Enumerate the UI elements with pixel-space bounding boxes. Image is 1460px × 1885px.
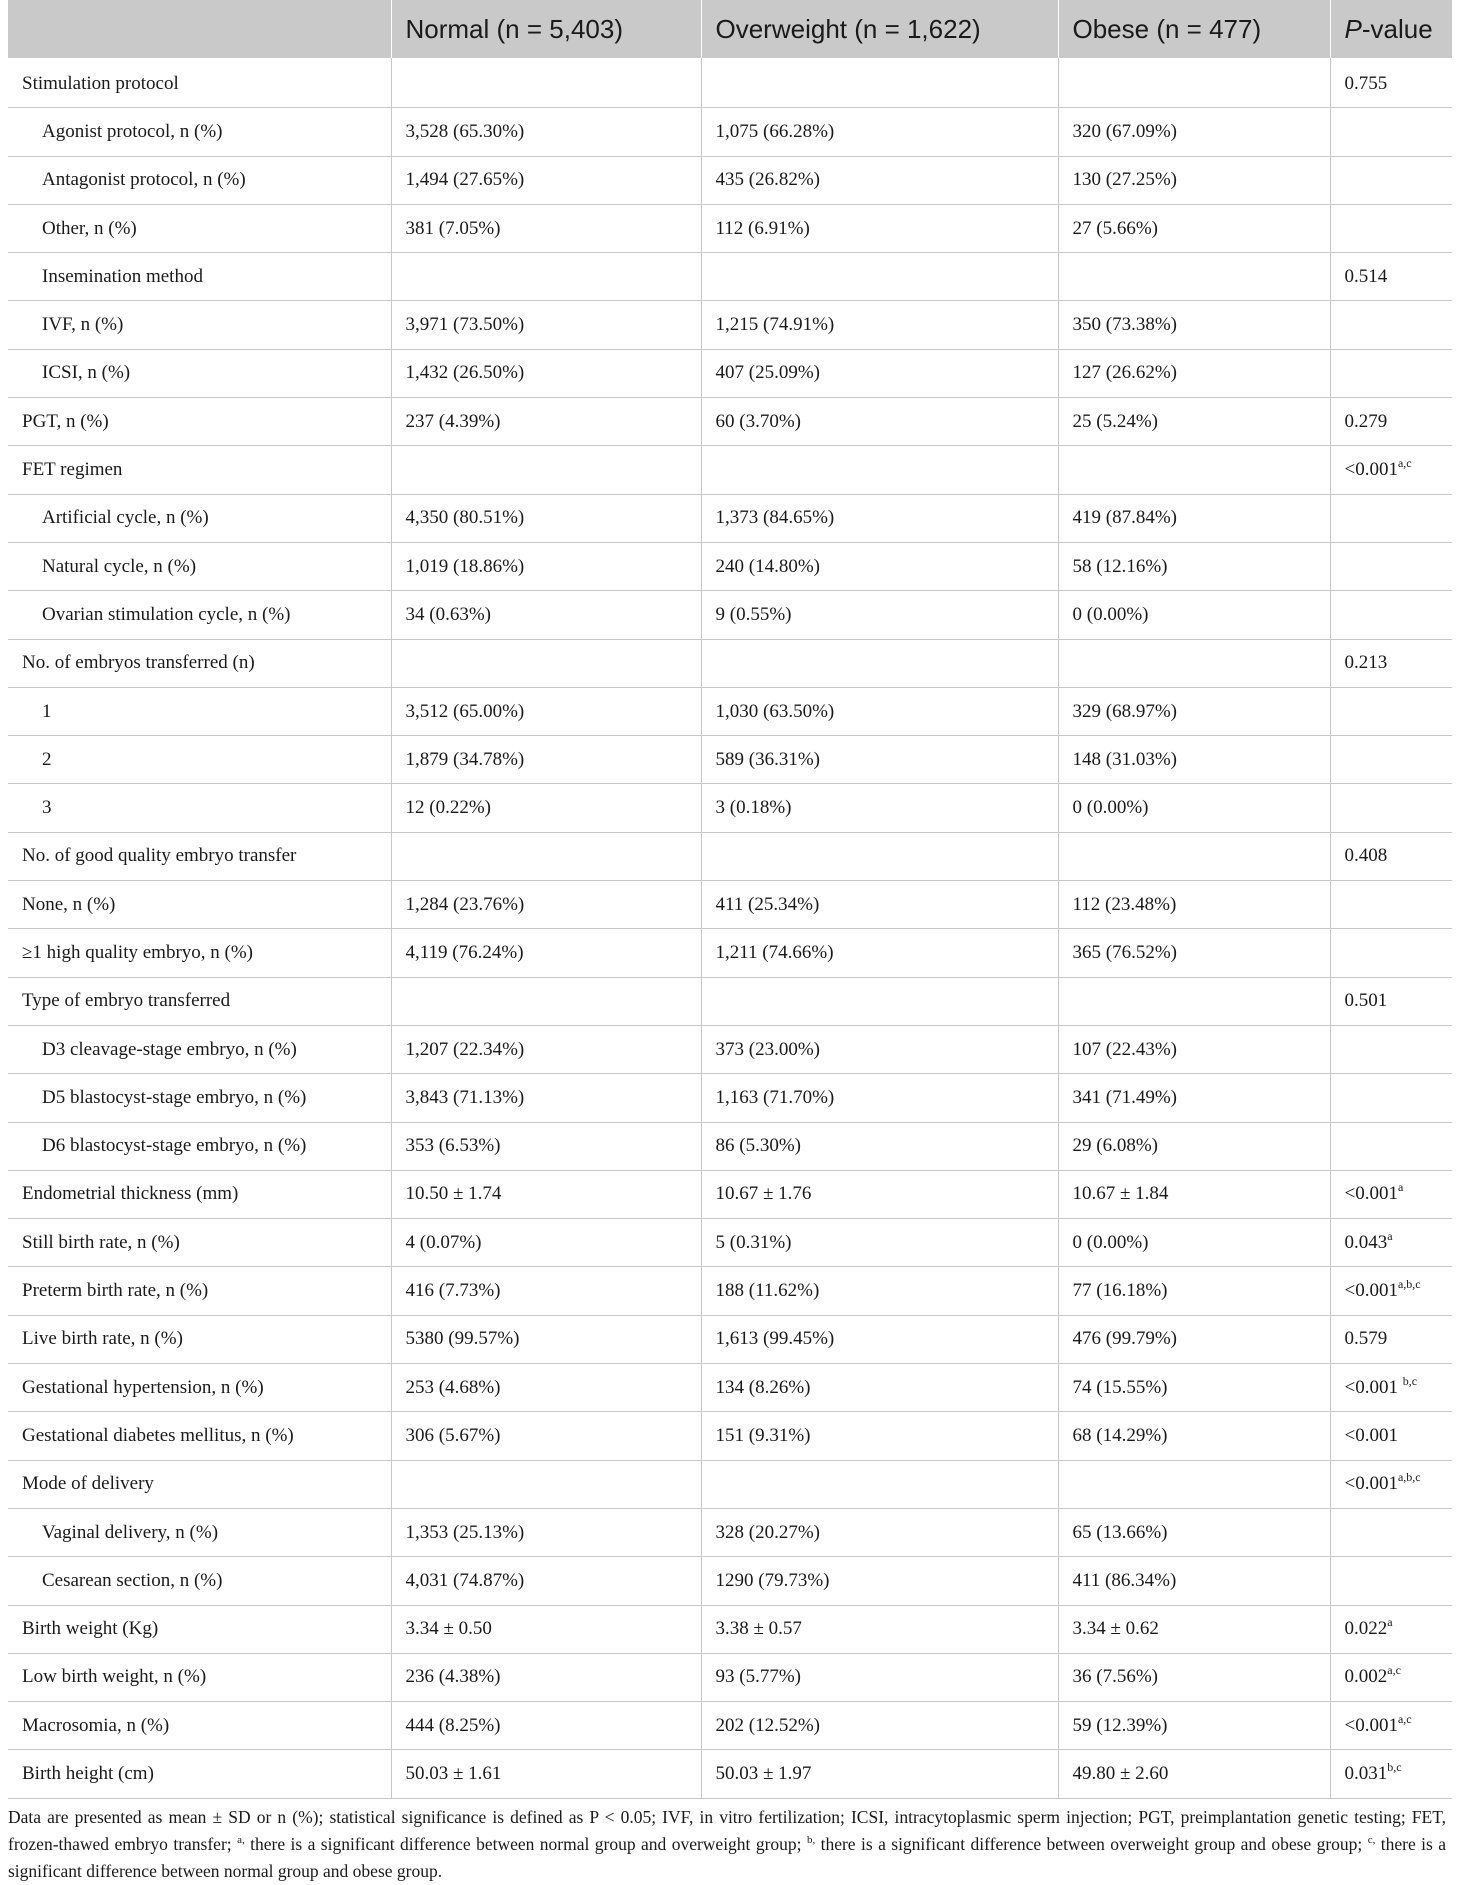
row-label: Stimulation protocol (8, 58, 391, 108)
p-value-text: <0.001 (1344, 1280, 1398, 1302)
cell-obese: 329 (68.97%) (1058, 687, 1330, 735)
row-label: Mode of delivery (8, 1460, 391, 1508)
cell-normal: 1,353 (25.13%) (391, 1508, 701, 1556)
cell-p-value (1330, 1267, 1452, 1315)
cell-overweight (701, 253, 1058, 301)
cell-normal: 4,350 (80.51%) (391, 494, 701, 542)
cell-normal: 50.03 ± 1.61 (391, 1750, 701, 1798)
cell-overweight (701, 977, 1058, 1025)
p-value-text: 0.022 (1344, 1618, 1388, 1640)
footnote-text-3: there is a significant difference between overweight group and obese group; (815, 1833, 1368, 1854)
table-row (8, 832, 1452, 880)
cell-obese (1058, 253, 1330, 301)
table-container (8, 0, 1452, 1885)
table-row (8, 1460, 1452, 1508)
row-label: FET regimen (8, 446, 391, 494)
table-row (8, 349, 1452, 397)
table-row (8, 58, 1452, 108)
row-label: PGT, n (%) (8, 398, 391, 446)
cell-overweight: 5 (0.31%) (701, 1219, 1058, 1267)
cell-obese: 350 (73.38%) (1058, 301, 1330, 349)
p-value-superscript: a,c (1387, 1663, 1401, 1678)
cell-normal: 1,019 (18.86%) (391, 542, 701, 590)
cell-normal: 253 (4.68%) (391, 1364, 701, 1412)
cell-p-value (1330, 1122, 1452, 1170)
cell-obese: 49.80 ± 2.60 (1058, 1750, 1330, 1798)
cell-obese: 65 (13.66%) (1058, 1508, 1330, 1556)
cell-obese: 29 (6.08%) (1058, 1122, 1330, 1170)
table-row (8, 1074, 1452, 1122)
table-row (8, 494, 1452, 542)
cell-normal: 416 (7.73%) (391, 1267, 701, 1315)
cell-normal: 381 (7.05%) (391, 204, 701, 252)
cell-obese: 411 (86.34%) (1058, 1557, 1330, 1605)
cell-overweight (701, 58, 1058, 108)
cell-overweight: 10.67 ± 1.76 (701, 1170, 1058, 1218)
table-row (8, 1605, 1452, 1653)
table-row (8, 929, 1452, 977)
cell-normal: 3,843 (71.13%) (391, 1074, 701, 1122)
cell-p-value (1330, 1702, 1452, 1750)
cell-normal (391, 977, 701, 1025)
table-body (8, 58, 1452, 1798)
cell-overweight: 435 (26.82%) (701, 156, 1058, 204)
table-row (8, 1170, 1452, 1218)
cell-overweight: 1,075 (66.28%) (701, 108, 1058, 156)
cell-obese (1058, 639, 1330, 687)
p-value-text: 0.501 (1344, 990, 1388, 1012)
row-label: ICSI, n (%) (8, 349, 391, 397)
row-label: Preterm birth rate, n (%) (8, 1267, 391, 1315)
row-label: 2 (8, 736, 391, 784)
table-row (8, 542, 1452, 590)
table-row (8, 1508, 1452, 1556)
table-row (8, 204, 1452, 252)
cell-overweight: 240 (14.80%) (701, 542, 1058, 590)
p-value-text: 0.579 (1344, 1328, 1388, 1350)
cell-obese: 36 (7.56%) (1058, 1653, 1330, 1701)
p-value-text: 0.514 (1344, 265, 1388, 287)
p-value-text: 0.043 (1344, 1231, 1388, 1253)
cell-normal: 444 (8.25%) (391, 1702, 701, 1750)
cell-overweight: 411 (25.34%) (701, 881, 1058, 929)
cell-obese: 74 (15.55%) (1058, 1364, 1330, 1412)
table-row (8, 1750, 1452, 1798)
table-row (8, 156, 1452, 204)
cell-obese: 365 (76.52%) (1058, 929, 1330, 977)
cell-normal: 12 (0.22%) (391, 784, 701, 832)
cell-normal: 236 (4.38%) (391, 1653, 701, 1701)
cell-p-value (1330, 736, 1452, 784)
footnote-sup-a: a, (237, 1833, 245, 1846)
cell-overweight (701, 446, 1058, 494)
p-value-text: 0.408 (1344, 845, 1388, 867)
p-value-superscript: a (1397, 1180, 1404, 1195)
row-label: ≥1 high quality embryo, n (%) (8, 929, 391, 977)
cell-normal: 1,879 (34.78%) (391, 736, 701, 784)
cell-overweight: 86 (5.30%) (701, 1122, 1058, 1170)
cell-normal: 4 (0.07%) (391, 1219, 701, 1267)
cell-normal (391, 1460, 701, 1508)
p-value-text: <0.001 (1344, 1376, 1403, 1398)
cell-overweight (701, 832, 1058, 880)
table-row (8, 301, 1452, 349)
results-table (8, 0, 1452, 1799)
cell-overweight: 1290 (79.73%) (701, 1557, 1058, 1605)
cell-p-value (1330, 687, 1452, 735)
row-label: Low birth weight, n (%) (8, 1653, 391, 1701)
table-row (8, 398, 1452, 446)
cell-obese (1058, 446, 1330, 494)
cell-normal: 3.34 ± 0.50 (391, 1605, 701, 1653)
cell-obese: 25 (5.24%) (1058, 398, 1330, 446)
cell-normal: 4,119 (76.24%) (391, 929, 701, 977)
header-p-value (1330, 0, 1452, 58)
cell-p-value (1330, 349, 1452, 397)
p-value-superscript: a,b,c (1397, 1470, 1421, 1485)
row-label: D3 cleavage-stage embryo, n (%) (8, 1025, 391, 1073)
p-value-superscript: b,c (1387, 1760, 1402, 1775)
footnote-sup-b: b, (806, 1833, 816, 1846)
cell-overweight: 407 (25.09%) (701, 349, 1058, 397)
cell-p-value (1330, 446, 1452, 494)
cell-p-value (1330, 1412, 1452, 1460)
row-label: Antagonist protocol, n (%) (8, 156, 391, 204)
cell-overweight: 9 (0.55%) (701, 591, 1058, 639)
table-row (8, 1702, 1452, 1750)
p-value-text: <0.001 (1344, 1424, 1398, 1446)
cell-overweight: 1,163 (71.70%) (701, 1074, 1058, 1122)
cell-obese: 130 (27.25%) (1058, 156, 1330, 204)
cell-p-value (1330, 398, 1452, 446)
cell-normal: 353 (6.53%) (391, 1122, 701, 1170)
cell-normal: 3,528 (65.30%) (391, 108, 701, 156)
p-value-superscript: a,c (1397, 1711, 1412, 1726)
row-label: Natural cycle, n (%) (8, 542, 391, 590)
cell-normal (391, 446, 701, 494)
cell-p-value (1330, 1219, 1452, 1267)
row-label: 1 (8, 687, 391, 735)
cell-overweight: 1,215 (74.91%) (701, 301, 1058, 349)
cell-obese (1058, 58, 1330, 108)
cell-overweight: 1,211 (74.66%) (701, 929, 1058, 977)
cell-p-value (1330, 301, 1452, 349)
table-row (8, 1412, 1452, 1460)
cell-obese: 112 (23.48%) (1058, 881, 1330, 929)
cell-p-value (1330, 1557, 1452, 1605)
row-label: No. of good quality embryo transfer (8, 832, 391, 880)
cell-p-value (1330, 591, 1452, 639)
cell-overweight: 93 (5.77%) (701, 1653, 1058, 1701)
cell-obese: 148 (31.03%) (1058, 736, 1330, 784)
table-row (8, 1267, 1452, 1315)
cell-p-value (1330, 881, 1452, 929)
cell-obese: 59 (12.39%) (1058, 1702, 1330, 1750)
cell-p-value (1330, 1364, 1452, 1412)
footnote-sup-c: c, (1367, 1833, 1376, 1846)
cell-obese: 27 (5.66%) (1058, 204, 1330, 252)
table-row (8, 736, 1452, 784)
cell-p-value (1330, 58, 1452, 108)
p-value-superscript: a,b,c (1397, 1277, 1421, 1292)
cell-p-value (1330, 1025, 1452, 1073)
p-value-text: 0.279 (1344, 410, 1388, 432)
cell-normal: 34 (0.63%) (391, 591, 701, 639)
cell-obese (1058, 832, 1330, 880)
cell-overweight: 188 (11.62%) (701, 1267, 1058, 1315)
cell-normal (391, 253, 701, 301)
cell-normal: 237 (4.39%) (391, 398, 701, 446)
table-row (8, 1557, 1452, 1605)
footnote-text-2: there is a significant difference between normal group and overweight group; (244, 1833, 807, 1854)
row-label: Artificial cycle, n (%) (8, 494, 391, 542)
cell-normal (391, 832, 701, 880)
cell-overweight: 151 (9.31%) (701, 1412, 1058, 1460)
cell-normal (391, 639, 701, 687)
cell-overweight (701, 1460, 1058, 1508)
row-label: Vaginal delivery, n (%) (8, 1508, 391, 1556)
cell-obese: 0 (0.00%) (1058, 1219, 1330, 1267)
table-row (8, 1315, 1452, 1363)
p-value-text: <0.001 (1344, 1183, 1398, 1205)
table-header (8, 0, 1452, 58)
row-label: Agonist protocol, n (%) (8, 108, 391, 156)
table-row (8, 977, 1452, 1025)
cell-normal (391, 58, 701, 108)
cell-p-value (1330, 784, 1452, 832)
table-row (8, 784, 1452, 832)
table-row (8, 687, 1452, 735)
row-label: Ovarian stimulation cycle, n (%) (8, 591, 391, 639)
cell-p-value (1330, 253, 1452, 301)
header-normal: Normal (n = 5,403) (391, 0, 701, 58)
cell-obese: 77 (16.18%) (1058, 1267, 1330, 1315)
cell-obese: 320 (67.09%) (1058, 108, 1330, 156)
cell-obese: 419 (87.84%) (1058, 494, 1330, 542)
cell-overweight: 328 (20.27%) (701, 1508, 1058, 1556)
cell-normal: 10.50 ± 1.74 (391, 1170, 701, 1218)
cell-overweight: 1,030 (63.50%) (701, 687, 1058, 735)
table-row (8, 446, 1452, 494)
header-p-letter: P (1344, 13, 1362, 44)
header-variable (8, 0, 391, 58)
p-value-text: 0.755 (1344, 72, 1388, 94)
cell-normal: 4,031 (74.87%) (391, 1557, 701, 1605)
cell-overweight: 60 (3.70%) (701, 398, 1058, 446)
cell-obese: 107 (22.43%) (1058, 1025, 1330, 1073)
cell-obese: 10.67 ± 1.84 (1058, 1170, 1330, 1218)
row-label: D5 blastocyst-stage embryo, n (%) (8, 1074, 391, 1122)
row-label: Insemination method (8, 253, 391, 301)
p-value-superscript: a (1387, 1228, 1393, 1243)
table-row (8, 639, 1452, 687)
cell-p-value (1330, 1750, 1452, 1798)
row-label: None, n (%) (8, 881, 391, 929)
p-value-text: <0.001 (1344, 1473, 1398, 1495)
cell-p-value (1330, 639, 1452, 687)
p-value-superscript: b,c (1402, 1373, 1418, 1388)
cell-normal: 1,207 (22.34%) (391, 1025, 701, 1073)
cell-obese: 0 (0.00%) (1058, 591, 1330, 639)
header-obese: Obese (n = 477) (1058, 0, 1330, 58)
cell-overweight: 1,613 (99.45%) (701, 1315, 1058, 1363)
cell-p-value (1330, 1508, 1452, 1556)
row-label: Macrosomia, n (%) (8, 1702, 391, 1750)
cell-p-value (1330, 156, 1452, 204)
row-label: Live birth rate, n (%) (8, 1315, 391, 1363)
cell-normal: 3,971 (73.50%) (391, 301, 701, 349)
cell-p-value (1330, 1315, 1452, 1363)
p-value-text: 0.002 (1344, 1666, 1388, 1688)
cell-normal: 1,432 (26.50%) (391, 349, 701, 397)
cell-p-value (1330, 1605, 1452, 1653)
cell-p-value (1330, 204, 1452, 252)
row-label: 3 (8, 784, 391, 832)
cell-overweight: 134 (8.26%) (701, 1364, 1058, 1412)
row-label: No. of embryos transferred (n) (8, 639, 391, 687)
table-row (8, 591, 1452, 639)
cell-overweight: 112 (6.91%) (701, 204, 1058, 252)
cell-normal: 306 (5.67%) (391, 1412, 701, 1460)
cell-normal: 1,284 (23.76%) (391, 881, 701, 929)
cell-normal: 5380 (99.57%) (391, 1315, 701, 1363)
p-value-text: <0.001 (1344, 1714, 1398, 1736)
cell-p-value (1330, 494, 1452, 542)
p-value-text: 0.213 (1344, 652, 1388, 674)
cell-p-value (1330, 977, 1452, 1025)
p-value-superscript: a (1387, 1615, 1393, 1630)
table-footnote (8, 1804, 1452, 1885)
table-row (8, 1653, 1452, 1701)
table-row (8, 1122, 1452, 1170)
cell-p-value (1330, 832, 1452, 880)
cell-overweight: 3.38 ± 0.57 (701, 1605, 1058, 1653)
row-label: Type of embryo transferred (8, 977, 391, 1025)
row-label: Gestational hypertension, n (%) (8, 1364, 391, 1412)
p-value-text: <0.001 (1344, 459, 1398, 481)
cell-p-value (1330, 1460, 1452, 1508)
cell-overweight: 50.03 ± 1.97 (701, 1750, 1058, 1798)
p-value-superscript: a,c (1397, 456, 1412, 471)
cell-obese: 0 (0.00%) (1058, 784, 1330, 832)
row-label: D6 blastocyst-stage embryo, n (%) (8, 1122, 391, 1170)
cell-normal: 3,512 (65.00%) (391, 687, 701, 735)
cell-overweight: 3 (0.18%) (701, 784, 1058, 832)
cell-obese: 127 (26.62%) (1058, 349, 1330, 397)
cell-p-value (1330, 1170, 1452, 1218)
row-label: IVF, n (%) (8, 301, 391, 349)
table-row (8, 881, 1452, 929)
cell-obese: 68 (14.29%) (1058, 1412, 1330, 1460)
cell-overweight: 202 (12.52%) (701, 1702, 1058, 1750)
footnote-text-4: there is a significant difference between normal group and obese group. (8, 1833, 1446, 1881)
cell-obese (1058, 1460, 1330, 1508)
cell-overweight (701, 639, 1058, 687)
table-row (8, 253, 1452, 301)
cell-overweight: 373 (23.00%) (701, 1025, 1058, 1073)
cell-obese (1058, 977, 1330, 1025)
row-label: Other, n (%) (8, 204, 391, 252)
cell-normal: 1,494 (27.65%) (391, 156, 701, 204)
row-label: Birth weight (Kg) (8, 1605, 391, 1653)
table-row (8, 1364, 1452, 1412)
cell-obese: 3.34 ± 0.62 (1058, 1605, 1330, 1653)
cell-obese: 341 (71.49%) (1058, 1074, 1330, 1122)
p-value-text: 0.031 (1344, 1763, 1388, 1785)
cell-overweight: 1,373 (84.65%) (701, 494, 1058, 542)
row-label: Cesarean section, n (%) (8, 1557, 391, 1605)
row-label: Birth height (cm) (8, 1750, 391, 1798)
cell-p-value (1330, 1074, 1452, 1122)
table-row (8, 1219, 1452, 1267)
cell-obese: 58 (12.16%) (1058, 542, 1330, 590)
cell-overweight: 589 (36.31%) (701, 736, 1058, 784)
header-row (8, 0, 1452, 58)
row-label: Endometrial thickness (mm) (8, 1170, 391, 1218)
footnote-text-1: Data are presented as mean ± SD or n (%); statistical significance is defined as P < 0.05; IVF, in vitro fertilization; ICSI, intracytoplasmic sperm injection; PGT, preimplantation genetic testing; FET, frozen-thawed embryo transfer; (8, 1806, 1446, 1854)
table-row (8, 1025, 1452, 1073)
cell-p-value (1330, 108, 1452, 156)
header-p-suffix: -value (1361, 13, 1433, 44)
row-label: Still birth rate, n (%) (8, 1219, 391, 1267)
header-overweight: Overweight (n = 1,622) (701, 0, 1058, 58)
cell-p-value (1330, 1653, 1452, 1701)
table-row (8, 108, 1452, 156)
cell-p-value (1330, 542, 1452, 590)
cell-obese: 476 (99.79%) (1058, 1315, 1330, 1363)
cell-p-value (1330, 929, 1452, 977)
row-label: Gestational diabetes mellitus, n (%) (8, 1412, 391, 1460)
